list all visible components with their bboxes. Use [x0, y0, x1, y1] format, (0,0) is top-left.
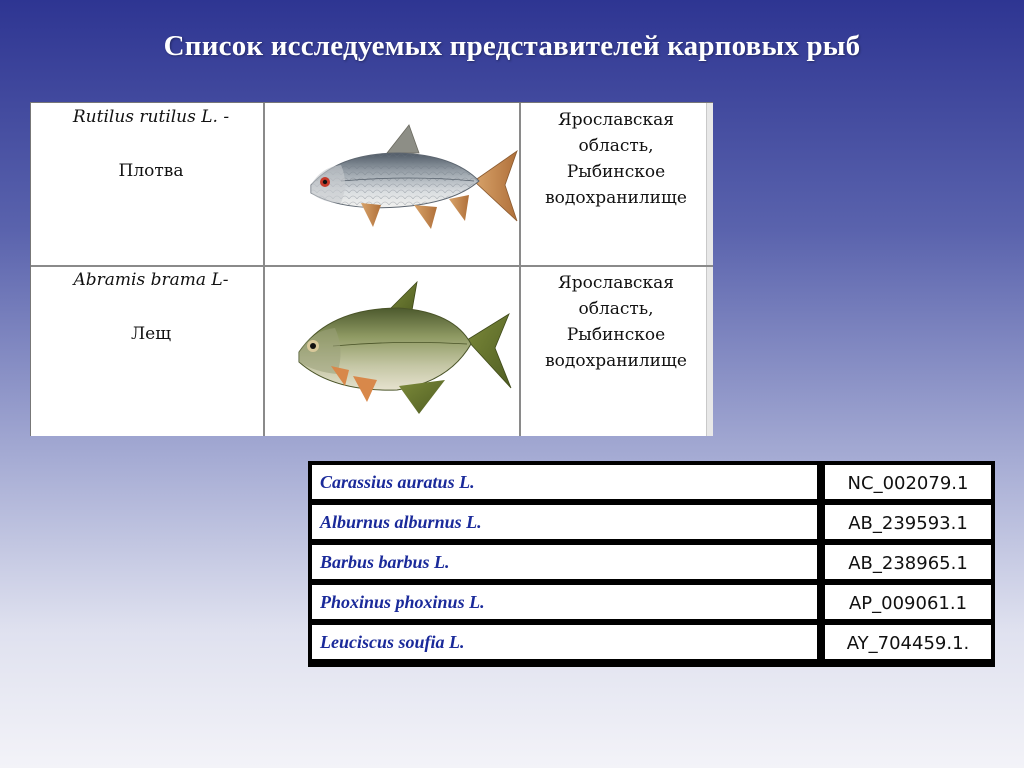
accession-cell	[825, 625, 991, 659]
bream-fish-image	[269, 270, 519, 430]
table-row	[312, 625, 991, 659]
region-line: водохранилище	[545, 188, 687, 208]
latin-name: Rutilus rutilus L. -	[72, 107, 230, 127]
region-text	[523, 270, 709, 374]
species-name: Alburnus alburnus L.	[320, 512, 482, 532]
species-cell	[312, 625, 817, 659]
region-text	[523, 107, 709, 211]
accession-number: NC_002079.1	[847, 473, 969, 494]
region-line: Рыбинское	[566, 162, 666, 182]
accession-number: AB_238965.1	[848, 553, 968, 574]
table-row	[312, 505, 991, 539]
accession-number: AY_704459.1.	[846, 633, 970, 654]
species-row-bream	[31, 266, 713, 434]
species-name: Phoxinus phoxinus L.	[320, 592, 485, 612]
latin-name: Abramis brama L-	[73, 270, 229, 290]
species-cell	[312, 505, 817, 539]
species-table	[30, 102, 713, 436]
common-name: Лещ	[130, 324, 172, 344]
accession-table	[308, 461, 995, 667]
region-line: водохранилище	[545, 351, 687, 371]
species-cell	[312, 585, 817, 619]
accession-number: AB_239593.1	[848, 513, 968, 534]
species-row-roach	[31, 103, 713, 267]
table-row	[312, 465, 991, 499]
common-name: Плотва	[118, 161, 184, 181]
species-name: Barbus barbus L.	[320, 552, 450, 572]
slide-title: Список исследуемых представителей карповых рыб	[163, 30, 861, 62]
species-cell	[312, 545, 817, 579]
region-line: Ярославская	[558, 273, 674, 293]
region-line: Ярославская	[558, 110, 674, 130]
table-row	[312, 585, 991, 619]
accession-number: AP_009061.1	[848, 593, 968, 614]
table-row	[312, 545, 991, 579]
accession-cell	[825, 545, 991, 579]
accession-cell	[825, 465, 991, 499]
species-cell	[312, 465, 817, 499]
region-line: Рыбинское	[566, 325, 666, 345]
region-line: область,	[578, 136, 654, 156]
accession-cell	[825, 505, 991, 539]
roach-fish-image	[269, 103, 519, 263]
region-line: область,	[578, 299, 654, 319]
accession-cell	[825, 585, 991, 619]
species-name: Leuciscus soufia L.	[320, 632, 465, 652]
species-name: Carassius auratus L.	[320, 472, 475, 492]
